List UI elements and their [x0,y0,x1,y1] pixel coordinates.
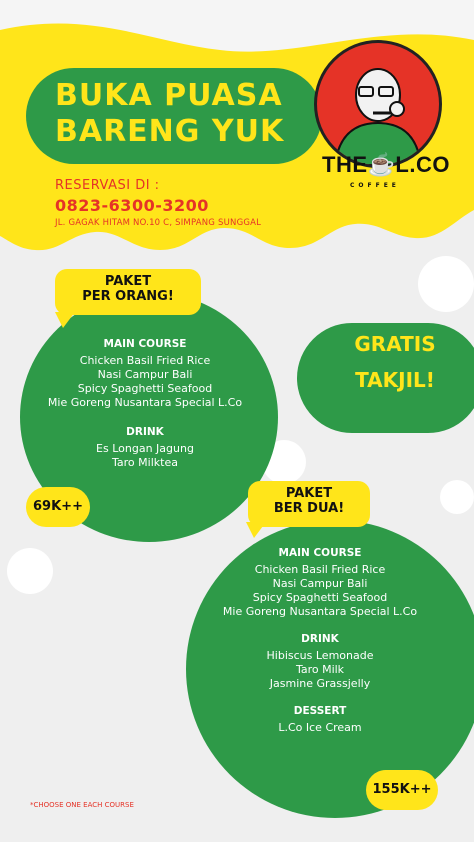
reservation-phone: 0823-6300-3200 [55,196,209,215]
page-title [55,78,284,150]
reservation-address: JL. GAGAK HITAM NO.10 C, SIMPANG SUNGGAL [55,218,262,228]
decor-circle [7,548,53,594]
decor-circle [440,480,474,514]
label-tail [246,522,266,538]
paket-2-menu [205,547,435,735]
paket-2-label-line-1: PAKET [285,486,333,501]
menu-item: Mie Goreng Nusantara Special L.Co [222,605,418,618]
gratis-line-2: TAKJIL! [355,368,435,392]
paket-1-menu [40,338,250,470]
man-smoking-icon [317,43,439,165]
menu-item: Spicy Spaghetti Seafood [252,591,388,604]
menu-item: Hibiscus Lemonade [266,649,374,662]
paket-2-drink-title: DRINK [301,633,339,645]
logo-illustration [314,40,442,168]
paket-2-label-line-2: BER DUA! [273,501,345,516]
paket-1-label [55,269,201,315]
paket-2-label [248,481,370,527]
logo-subtext: COFFEE [350,182,400,189]
menu-item: Es Longan Jagung [96,442,194,455]
menu-item: L.Co Ice Cream [278,721,362,734]
paket-2-dessert-title: DESSERT [293,705,347,717]
menu-item: Spicy Spaghetti Seafood [77,382,213,395]
paket-1-label-line-1: PAKET [104,274,152,289]
title-line-2: BARENG YUK [55,114,285,149]
label-tail [55,312,75,328]
paket-1-price: 69K++ [26,487,90,527]
footnote: *CHOOSE ONE EACH COURSE [30,801,134,809]
paket-2-price: 155K++ [366,770,438,810]
gratis-line-1: GRATIS [354,332,436,356]
menu-item: Chicken Basil Fried Rice [79,354,211,367]
gratis-text [330,326,460,398]
menu-item: Jasmine Grassjelly [269,677,371,690]
paket-1-label-line-2: PER ORANG! [82,289,174,304]
menu-item: Chicken Basil Fried Rice [254,563,386,576]
menu-item: Mie Goreng Nusantara Special L.Co [47,396,243,409]
logo-text: THE☕L.CO [322,152,450,177]
paket-2-main-course-title: MAIN COURSE [278,547,362,559]
menu-item: Nasi Campur Bali [272,577,368,590]
menu-item: Taro Milk [295,663,345,676]
title-line-1: BUKA PUASA [55,78,283,113]
reservation-label: RESERVASI DI : [55,178,160,193]
paket-1-drink-title: DRINK [126,426,164,438]
menu-item: Taro Milktea [112,456,178,469]
decor-circle [418,256,474,312]
paket-1-main-course-title: MAIN COURSE [103,338,187,350]
menu-item: Nasi Campur Bali [97,368,193,381]
